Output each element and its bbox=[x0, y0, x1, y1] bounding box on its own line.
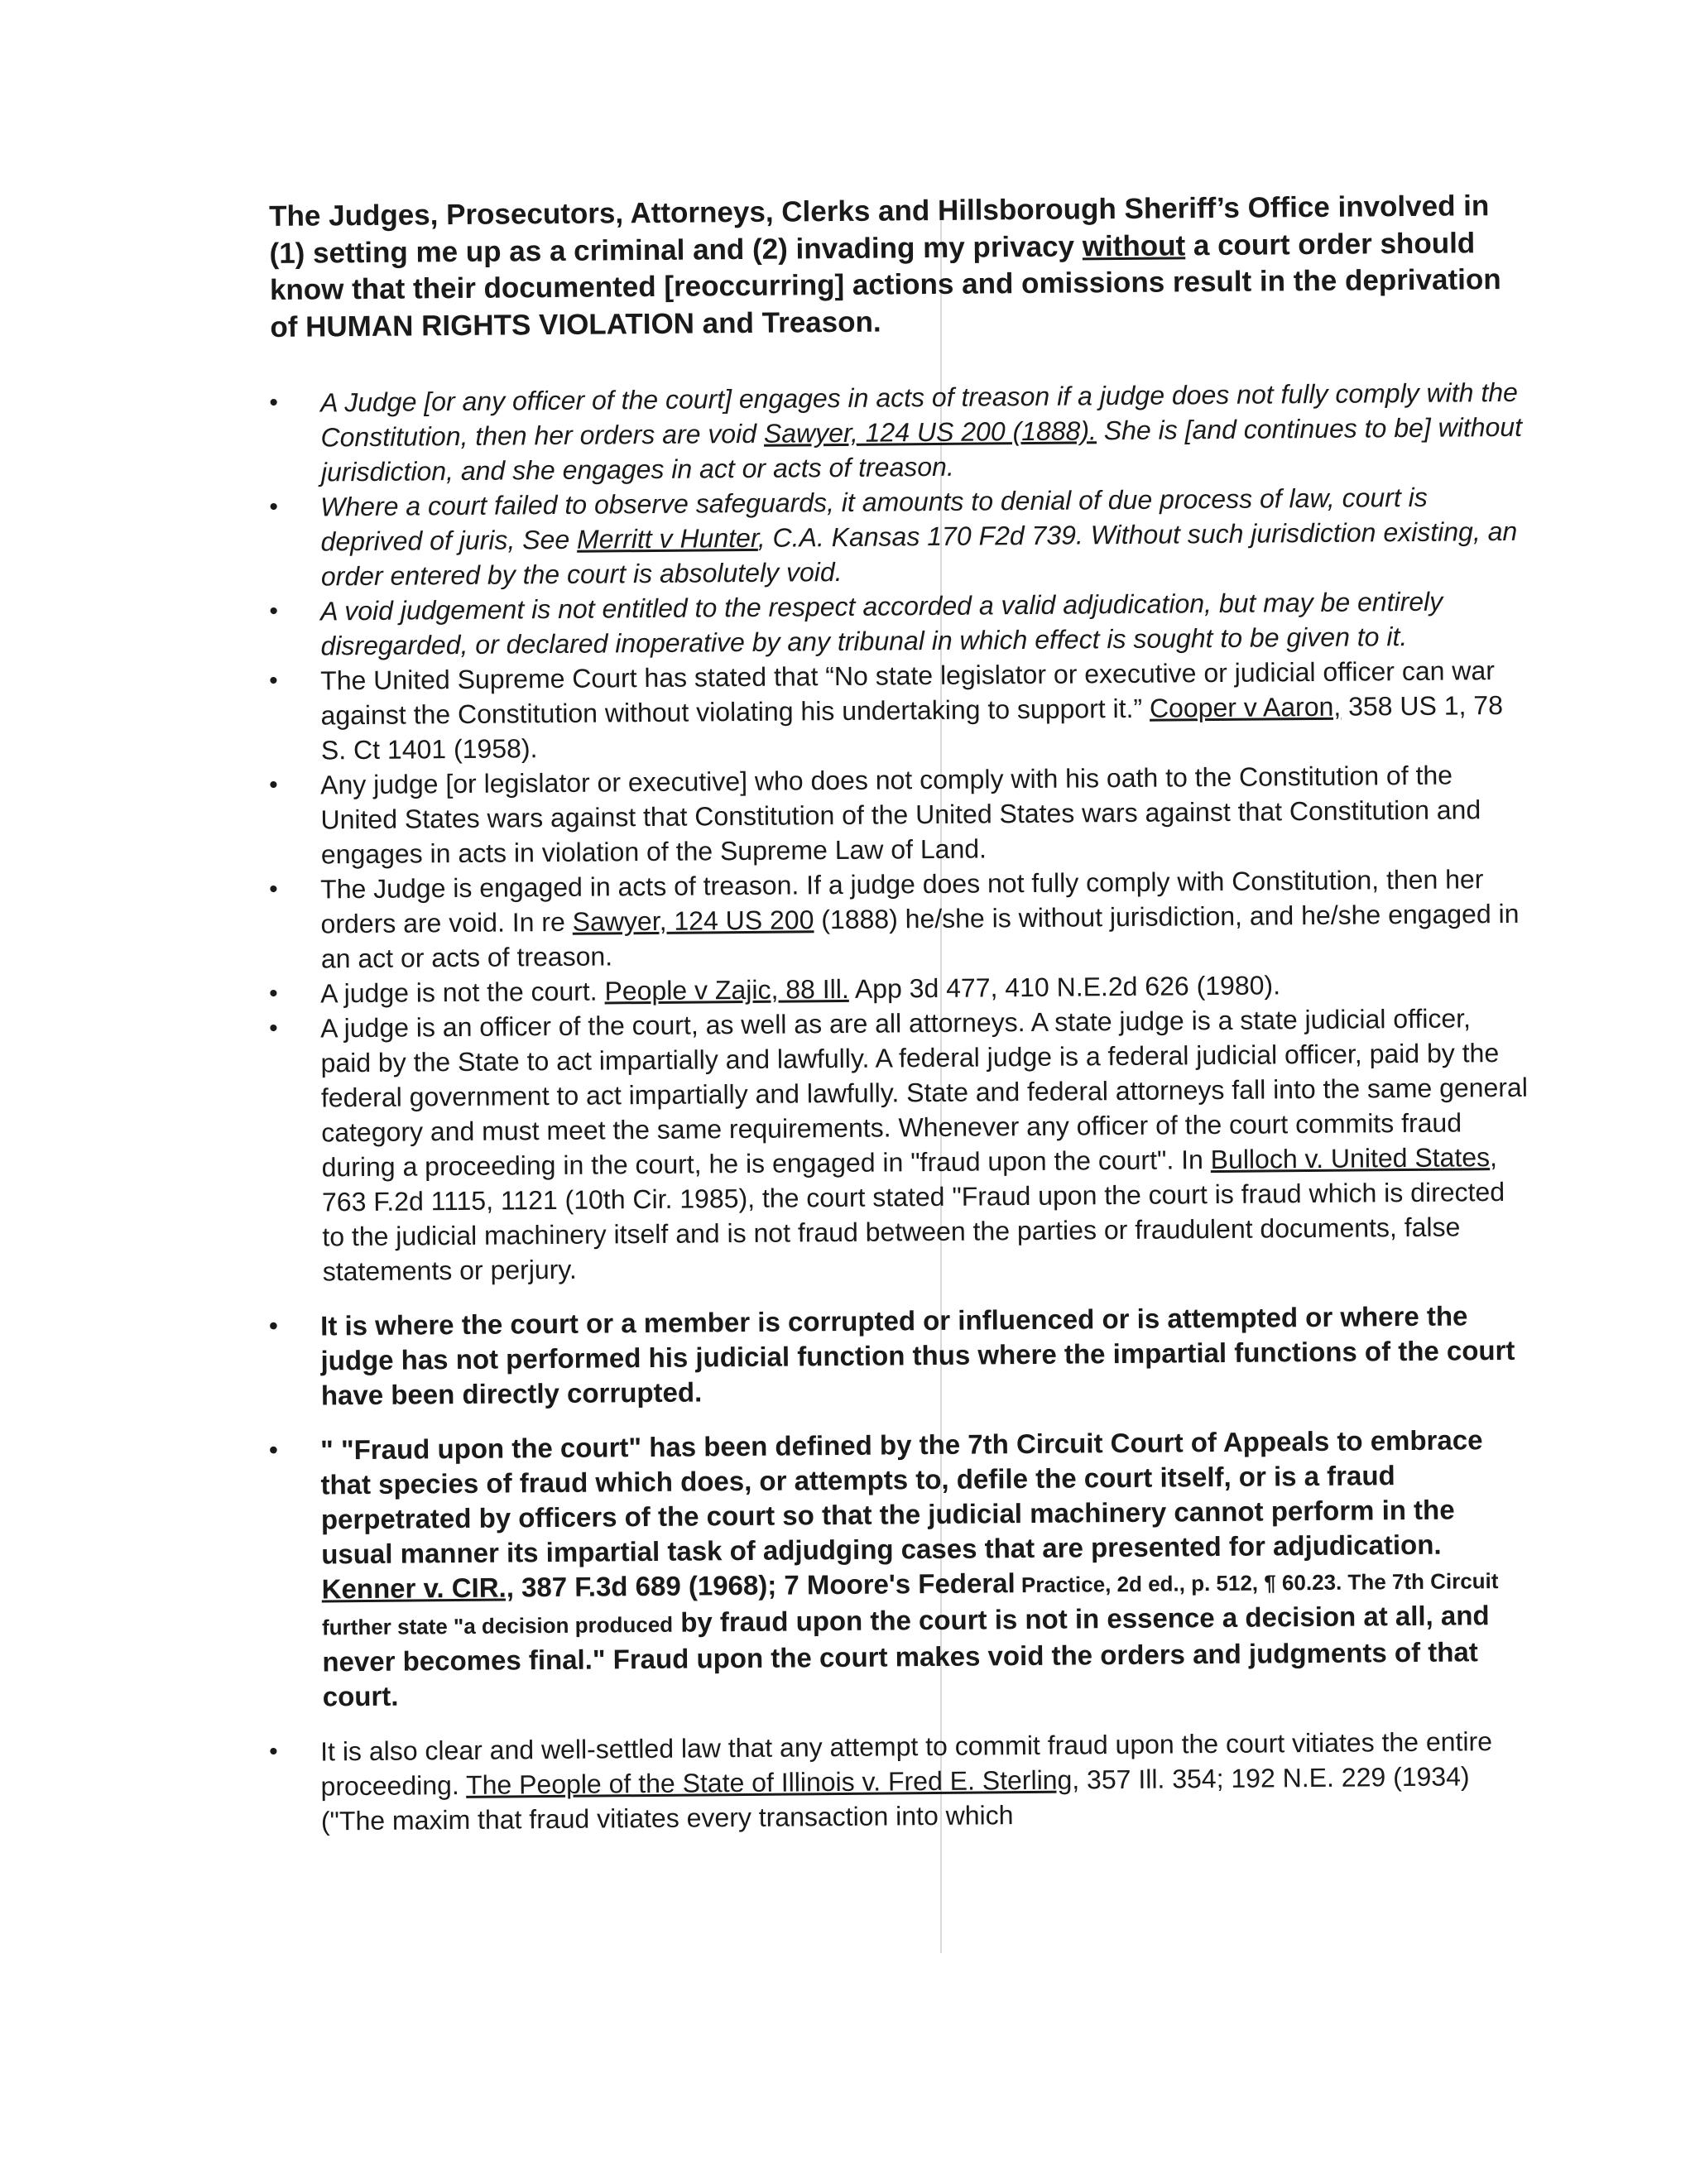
case-citation: People v Zajic, 88 Ill. bbox=[604, 973, 849, 1006]
case-citation: Bulloch v. United States bbox=[1210, 1142, 1491, 1175]
case-citation: Sawyer, 124 US 200 (1888). bbox=[763, 415, 1097, 449]
list-item: • Where a court failed to observe safeguards, it amounts to denial of due process of law, court is deprived of juris, See Merritt v Hunter, C.A. Kansas 170 F2d 739. Without such jurisdiction existing, an order entered by the court is absolutely void. bbox=[269, 479, 1528, 594]
list-item: • It is where the court or a member is corrupted or influenced or is attempted or where the judge has not performed his judicial function thus where the impartial functions of the court have been directly corrupted. bbox=[269, 1298, 1528, 1414]
list-item: • A judge is not the court. People v Zajic, 88 Ill. App 3d 477, 410 N.E.2d 626 (1980). bbox=[269, 966, 1527, 1011]
document-heading: The Judges, Prosecutors, Attorneys, Clerks and Hillsborough Sheriff’s Office involved in (1) setting me up as a criminal and (2) invading my privacy without a court order should know that their documented [reoccurring] actions and omissions result in the deprivation of HUMAN RIGHTS VIOLATION and Treason. bbox=[269, 190, 1501, 343]
case-citation: Cooper v Aaron, bbox=[1149, 691, 1342, 723]
case-citation: Sawyer, 124 US 200 bbox=[572, 905, 814, 937]
document-page bbox=[269, 190, 1528, 1839]
case-citation: Kenner v. CIR., bbox=[321, 1572, 515, 1605]
list-item: • Any judge [or legislator or executive] who does not comply with his oath to the Constitution of the United States wars against that Constitution of the United States wars against that Constitution and engages in acts in violation of the Supreme Law of Land. bbox=[269, 757, 1528, 872]
list-item: • " "Fraud upon the court" has been defined by the 7th Circuit Court of Appeals to embrace that species of fraud which does, or attempts to, defile the court itself, or is a fraud perpetrated by officers of the court so that the judicial machinery cannot perform in the usual manner its impartial task of adjudging cases that are presented for adjudication. Kenner v. CIR., 387 F.3d 689 (1968); 7 Moore's Federal Practice, 2d ed., p. 512, ¶ 60.23. The 7th Circuit further state "a decision produced by fraud upon the court is not in essence a decision at all, and never becomes final." Fraud upon the court makes void the orders and judgments of that court. bbox=[269, 1423, 1529, 1715]
list-item: • The Judge is engaged in acts of treason. If a judge does not fully comply with Constitution, then her orders are void. In re Sawyer, 124 US 200 (1888) he/she is without jurisdiction, and he/she engaged in an act or acts of treason. bbox=[269, 862, 1528, 977]
list-item: • A void judgement is not entitled to the respect accorded a valid adjudication, but may be entirely disregarded, or declared inoperative by any tribunal in which effect is sought to be given to it. bbox=[269, 583, 1528, 664]
list-item: • The United Supreme Court has stated that “No state legislator or executive or judicial officer can war against the Constitution without violating his undertaking to support it.” Cooper v Aaron, 358 US 1, 78 S. Ct 1401 (1958). bbox=[269, 653, 1528, 768]
list-item: • It is also clear and well-settled law that any attempt to commit fraud upon the court vitiates the entire proceeding. The People of the State of Illinois v. Fred E. Sterling, 357 Ill. 354; 192 N.E. 229 (1934) ("The maxim that fraud vitiates every transaction into which bbox=[269, 1724, 1528, 1839]
list-item: • A judge is an officer of the court, as well as are all attorneys. A state judge is a state judicial officer, paid by the State to act impartially and lawfully. A federal judge is a federal judicial officer, paid by the federal government to act impartially and lawfully. State and federal attorneys fall into the same general category and must meet the same requirements. Whenever any officer of the court commits fraud during a proceeding in the court, he is engaged in "fraud upon the court". In Bulloch v. United States, 763 F.2d 1115, 1121 (10th Cir. 1985), the court stated "Fraud upon the court is fraud which is directed to the judicial machinery itself and is not fraud between the parties or fraudulent documents, false statements or perjury. bbox=[269, 1001, 1529, 1289]
heading-underlined-word: without bbox=[1082, 228, 1186, 262]
case-citation: Merritt v Hunter bbox=[576, 522, 758, 554]
list-item: • A Judge [or any officer of the court] engages in acts of treason if a judge does not fully comply with the Constitution, then her orders are void Sawyer, 124 US 200 (1888). She is [and continues to be] without jurisdiction, and she engages in act or acts of treason. bbox=[269, 375, 1528, 490]
bullet-list bbox=[269, 377, 1528, 1839]
case-citation: The People of the State of Illinois v. Fred E. Sterling bbox=[465, 1764, 1073, 1800]
